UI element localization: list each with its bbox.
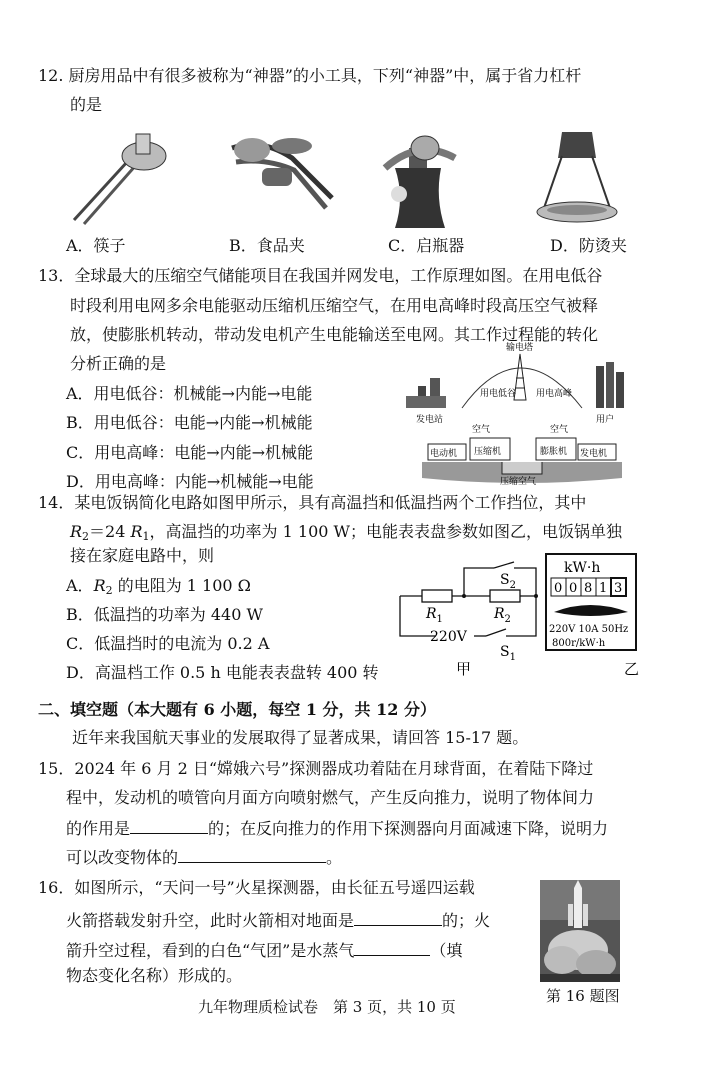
air-out-label: 空气 [550,425,569,435]
q12-option-c: C．启瓶器 [388,236,465,255]
q14-stem-line1: 14．某电饭锅简化电路如图甲所示，具有高温挡和低温挡两个工作挡位，其中 [38,493,587,512]
food-tongs-image [222,128,340,228]
compressed-air-label: 压缩空气 [500,477,537,486]
energy-storage-diagram [402,338,636,486]
meter-unit: kW·h [564,560,601,576]
peak-label: 用电高峰 [536,389,573,399]
q14-option-d: D．高温档工作 0.5 h 电能表表盘转 400 转 [66,663,379,682]
s2-label: $S_2$ [500,572,516,591]
chopsticks-image [66,128,176,228]
tower-label: 输电塔 [506,343,534,353]
q16-blank-1[interactable] [354,909,442,926]
q14-stem-line2: $R_2=24$ $R_1$，高温挡的功率为 1 100 W；电能表表盘参数如图乙，电饭锅单独 [70,522,622,543]
motor-label: 电动机 [430,449,458,459]
voltage-label: 220V [430,629,467,645]
q15-line4: 可以改变物体的 。 [66,848,343,867]
q15-blank-2[interactable] [178,846,326,863]
q12-stem-line2: 的是 [70,95,103,114]
svg-text:8: 8 [584,581,593,596]
q16-blank-2[interactable] [354,939,430,956]
q15-line2: 程中，发动机的喷管向月面方向喷射燃气，产生反向推力，说明了物体间力 [66,788,595,807]
q12-stem-line1: 12. 厨房用品中有很多被称为“神器”的小工具，下列“神器”中，属于省力杠杆 [38,66,582,85]
q16-line2: 火箭搭载发射升空，此时火箭相对地面是 的；火 [66,911,491,930]
q16-line4: 物态变化名称）形成的。 [66,966,243,985]
q14-stem-line3: 接在家庭电路中，则 [70,546,215,565]
svg-text:0: 0 [569,581,578,596]
q12-option-d: D．防烫夹 [550,236,627,255]
meter-spec: 220V 10A 50Hz [549,624,629,635]
circuit-caption: 甲 [456,660,472,678]
compressor-label: 压缩机 [474,447,502,457]
q16-line3: 箭升空过程，看到的白色“气团”是水蒸气 （填 [66,941,463,960]
q14-option-a: A．$R_2$ 的电阻为 1 100 Ω [66,576,251,597]
electric-meter-diagram [544,550,640,680]
q14-option-b: B．低温挡的功率为 440 W [66,605,263,624]
user-label: 用户 [596,415,615,425]
q13-option-d: D．用电高峰：内能→机械能→电能 [66,472,314,491]
svg-text:1: 1 [599,581,608,596]
q14-option-c: C．低温挡时的电流为 0.2 A [66,634,270,653]
q13-option-a: A．用电低谷：机械能→内能→电能 [66,384,313,403]
rocket-launch-photo [540,880,620,982]
q13-option-b: B．用电低谷：电能→内能→机械能 [66,413,313,432]
q13-stem-line2: 时段利用电网多余电能驱动压缩机压缩空气，在用电高峰时段高压空气被释 [70,296,599,315]
generator-label: 发电机 [580,449,608,459]
bottle-opener-image [375,128,465,228]
expander-label: 膨胀机 [540,447,568,457]
r2-label: $R_2$ [494,606,511,625]
r1-label: $R_1$ [426,606,443,625]
low-label: 用电低谷 [480,389,517,399]
q15-line1: 15．2024 年 6 月 2 日“嫦娥六号”探测器成功着陆在月球背面，在着陆下降过 [38,759,594,778]
q13-stem-line4: 分析正确的是 [70,354,167,373]
q12-option-a: A．筷子 [66,236,126,255]
air-in-label: 空气 [472,425,491,435]
q12-option-b: B．食品夹 [229,236,305,255]
q16-line1: 16．如图所示，“天问一号”火星探测器，由长征五号遥四运载 [38,878,475,897]
q16-figure-caption: 第 16 题图 [546,987,620,1005]
q13-stem-line3: 放，使膨胀机转动，带动发电机产生电能输送至电网。其工作过程能的转化 [70,325,599,344]
meter-rev: 800r/kW·h [552,638,606,649]
q13-option-c: C．用电高峰：电能→内能→机械能 [66,443,314,462]
section2-heading: 二、填空题（本大题有 6 小题，每空 1 分，共 12 分） [38,700,436,719]
intro-text: 近年来我国航天事业的发展取得了显著成果，请回答 15-17 题。 [72,728,529,747]
s1-label: $S_1$ [500,644,516,663]
meter-digits [551,578,626,596]
svg-text:0: 0 [554,581,563,596]
q15-line3: 的作用是 的；在反向推力的作用下探测器向月面减速下降，说明力 [66,819,609,838]
q13-stem-line1: 13．全球最大的压缩空气储能项目在我国并网发电，工作原理如图。在用电低谷 [38,266,603,285]
svg-text:3: 3 [614,581,623,596]
meter-caption: 乙 [624,660,640,678]
q15-blank-1[interactable] [130,817,208,834]
anti-scald-clip-image [532,128,622,228]
plant-label: 发电站 [416,415,444,425]
rice-cooker-circuit [396,560,542,678]
page-footer: 九年物理质检试卷 第 3 页，共 10 页 [198,998,456,1016]
